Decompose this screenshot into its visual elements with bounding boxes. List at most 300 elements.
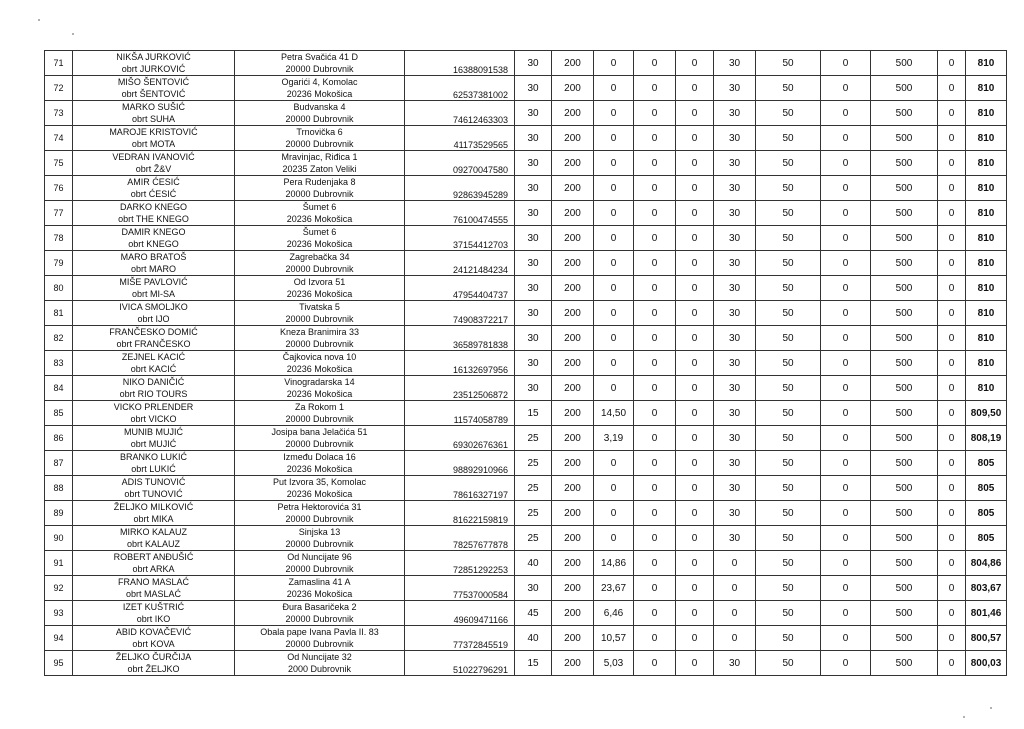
score-cell: 0 (938, 376, 966, 401)
address-cell (235, 151, 405, 176)
oib-cell: 69302676361 (405, 426, 515, 451)
table-row (45, 176, 1007, 201)
score-cell: 30 (714, 476, 756, 501)
address-city: 20000 Dubrovnik (285, 264, 354, 274)
score-cell: 0 (821, 201, 871, 226)
address-city: 20236 Mokošica (286, 239, 353, 249)
total-cell: 810 (966, 276, 1007, 301)
score-cell: 200 (552, 451, 594, 476)
score-cell: 0 (821, 301, 871, 326)
address-cell (235, 126, 405, 151)
score-cell: 0 (676, 626, 714, 651)
trade-name: obrt IKO (136, 614, 171, 624)
score-cell: 0 (594, 176, 634, 201)
score-cell: 200 (552, 626, 594, 651)
owner-cell (73, 626, 235, 651)
row-number: 85 (45, 401, 73, 426)
score-cell: 25 (515, 501, 552, 526)
score-cell: 0 (594, 151, 634, 176)
owner-cell (73, 601, 235, 626)
score-cell: 50 (756, 351, 821, 376)
score-cell: 0 (938, 576, 966, 601)
score-cell: 0 (821, 226, 871, 251)
owner-name: IVICA SMOLJKO (119, 302, 188, 312)
row-number: 92 (45, 576, 73, 601)
table-row (45, 351, 1007, 376)
address-cell (235, 101, 405, 126)
score-cell: 5,03 (594, 651, 634, 676)
owner-cell (73, 551, 235, 576)
owner-name: VICKO PRLENDER (113, 402, 194, 412)
score-cell: 0 (821, 76, 871, 101)
score-cell: 14,50 (594, 401, 634, 426)
address-city: 20000 Dubrovnik (285, 64, 354, 74)
address-street: Petra Hektorovića 31 (277, 502, 362, 512)
score-cell: 500 (871, 376, 938, 401)
register-table (44, 50, 1007, 676)
score-cell: 500 (871, 451, 938, 476)
score-cell: 0 (676, 326, 714, 351)
score-cell: 500 (871, 201, 938, 226)
address-city: 20000 Dubrovnik (285, 189, 354, 199)
owner-cell (73, 401, 235, 426)
score-cell: 50 (756, 426, 821, 451)
score-cell: 0 (594, 51, 634, 76)
score-cell: 0 (714, 576, 756, 601)
owner-cell (73, 276, 235, 301)
address-street: Put Izvora 35, Komolac (272, 477, 367, 487)
score-cell: 30 (515, 226, 552, 251)
score-cell: 0 (821, 376, 871, 401)
score-cell: 0 (634, 176, 676, 201)
row-number: 78 (45, 226, 73, 251)
score-cell: 200 (552, 601, 594, 626)
owner-name: NIKŠA JURKOVIĆ (116, 52, 191, 62)
score-cell: 50 (756, 551, 821, 576)
score-cell: 30 (714, 176, 756, 201)
owner-cell (73, 426, 235, 451)
score-cell: 200 (552, 226, 594, 251)
score-cell: 0 (821, 126, 871, 151)
score-cell: 0 (676, 501, 714, 526)
score-cell: 0 (821, 151, 871, 176)
trade-name: obrt KNEGO (128, 239, 179, 249)
score-cell: 6,46 (594, 601, 634, 626)
score-cell: 500 (871, 251, 938, 276)
score-cell: 0 (634, 251, 676, 276)
address-street: Šumet 6 (302, 202, 337, 212)
address-city: 20236 Mokošica (286, 364, 353, 374)
trade-name: obrt MOTA (131, 139, 176, 149)
score-cell: 0 (676, 376, 714, 401)
address-city: 20000 Dubrovnik (285, 339, 354, 349)
score-cell: 0 (634, 476, 676, 501)
table-row (45, 576, 1007, 601)
address-city: 20000 Dubrovnik (285, 614, 354, 624)
trade-name: obrt RIO TOURS (119, 389, 188, 399)
total-cell: 800,03 (966, 651, 1007, 676)
score-cell: 30 (515, 76, 552, 101)
score-cell: 0 (938, 426, 966, 451)
score-cell: 50 (756, 251, 821, 276)
total-cell: 805 (966, 476, 1007, 501)
address-cell (235, 51, 405, 76)
owner-name: IZET KUŠTRIĆ (122, 602, 185, 612)
total-cell: 804,86 (966, 551, 1007, 576)
score-cell: 0 (938, 301, 966, 326)
row-number: 82 (45, 326, 73, 351)
score-cell: 0 (676, 551, 714, 576)
score-cell: 0 (938, 101, 966, 126)
owner-cell (73, 176, 235, 201)
total-cell: 803,67 (966, 576, 1007, 601)
score-cell: 50 (756, 526, 821, 551)
score-cell: 0 (676, 101, 714, 126)
score-cell: 0 (714, 601, 756, 626)
score-cell: 0 (676, 651, 714, 676)
score-cell: 0 (938, 526, 966, 551)
trade-name: obrt JURKOVIĆ (121, 64, 186, 74)
scan-speck (72, 33, 74, 35)
score-cell: 0 (634, 276, 676, 301)
trade-name: obrt TUNOVIĆ (124, 489, 183, 499)
score-cell: 50 (756, 201, 821, 226)
score-cell: 200 (552, 76, 594, 101)
score-cell: 0 (821, 176, 871, 201)
score-cell: 200 (552, 501, 594, 526)
score-cell: 0 (634, 126, 676, 151)
score-cell: 0 (714, 626, 756, 651)
score-cell: 0 (634, 301, 676, 326)
score-cell: 200 (552, 276, 594, 301)
address-cell (235, 376, 405, 401)
owner-name: MIŠE PAVLOVIĆ (119, 277, 188, 287)
address-cell (235, 176, 405, 201)
oib-cell: 62537381002 (405, 76, 515, 101)
score-cell: 0 (938, 501, 966, 526)
score-cell: 200 (552, 376, 594, 401)
score-cell: 0 (594, 476, 634, 501)
owner-cell (73, 651, 235, 676)
owner-cell (73, 51, 235, 76)
score-cell: 30 (515, 176, 552, 201)
score-cell: 200 (552, 251, 594, 276)
owner-cell (73, 326, 235, 351)
score-cell: 0 (634, 76, 676, 101)
address-street: Josipa bana Jelačića 51 (271, 427, 368, 437)
score-cell: 50 (756, 76, 821, 101)
address-city: 20000 Dubrovnik (285, 639, 354, 649)
oib-cell: 47954404737 (405, 276, 515, 301)
owner-cell (73, 576, 235, 601)
oib-cell: 98892910966 (405, 451, 515, 476)
score-cell: 0 (938, 226, 966, 251)
owner-name: DAMIR KNEGO (121, 227, 186, 237)
score-cell: 200 (552, 351, 594, 376)
address-street: Trnovička 6 (296, 127, 343, 137)
score-cell: 0 (634, 526, 676, 551)
score-cell: 200 (552, 401, 594, 426)
row-number: 80 (45, 276, 73, 301)
address-city: 20000 Dubrovnik (285, 564, 354, 574)
score-cell: 30 (515, 576, 552, 601)
score-cell: 0 (634, 576, 676, 601)
score-cell: 0 (676, 451, 714, 476)
address-city: 20000 Dubrovnik (285, 314, 354, 324)
owner-cell (73, 476, 235, 501)
score-cell: 50 (756, 176, 821, 201)
score-cell: 0 (676, 526, 714, 551)
address-cell (235, 76, 405, 101)
table-row (45, 601, 1007, 626)
address-cell (235, 551, 405, 576)
score-cell: 0 (938, 451, 966, 476)
total-cell: 809,50 (966, 401, 1007, 426)
score-cell: 30 (515, 301, 552, 326)
score-cell: 0 (594, 126, 634, 151)
score-cell: 30 (515, 126, 552, 151)
row-number: 75 (45, 151, 73, 176)
score-cell: 30 (515, 276, 552, 301)
address-street: Mravinjac, Riđica 1 (281, 152, 358, 162)
owner-name: ROBERT ANĐUŠIĆ (113, 552, 194, 562)
score-cell: 0 (938, 351, 966, 376)
score-cell: 14,86 (594, 551, 634, 576)
table-row (45, 276, 1007, 301)
table-row (45, 51, 1007, 76)
address-city: 20000 Dubrovnik (285, 139, 354, 149)
total-cell: 810 (966, 76, 1007, 101)
table-row (45, 551, 1007, 576)
row-number: 95 (45, 651, 73, 676)
score-cell: 30 (714, 51, 756, 76)
score-cell: 200 (552, 426, 594, 451)
table-row (45, 126, 1007, 151)
score-cell: 0 (938, 251, 966, 276)
trade-name: obrt MI-SA (131, 289, 175, 299)
owner-name: MIŠO ŠENTOVIĆ (117, 77, 190, 87)
score-cell: 500 (871, 101, 938, 126)
score-cell: 500 (871, 501, 938, 526)
address-street: Kneza Branimira 33 (279, 327, 360, 337)
score-cell: 30 (714, 251, 756, 276)
score-cell: 200 (552, 651, 594, 676)
score-cell: 0 (634, 401, 676, 426)
owner-name: AMIR ĆESIĆ (127, 177, 180, 187)
oib-cell: 74908372217 (405, 301, 515, 326)
total-cell: 801,46 (966, 601, 1007, 626)
score-cell: 50 (756, 101, 821, 126)
total-cell: 810 (966, 151, 1007, 176)
address-cell (235, 201, 405, 226)
score-cell: 0 (594, 226, 634, 251)
trade-name: obrt MASLAĆ (125, 589, 182, 599)
oib-cell: 92863945289 (405, 176, 515, 201)
table-row (45, 226, 1007, 251)
score-cell: 0 (821, 576, 871, 601)
oib-cell: 37154412703 (405, 226, 515, 251)
score-cell: 0 (938, 176, 966, 201)
score-cell: 0 (938, 126, 966, 151)
score-cell: 0 (634, 226, 676, 251)
table-row (45, 376, 1007, 401)
score-cell: 0 (634, 101, 676, 126)
score-cell: 500 (871, 551, 938, 576)
score-cell: 0 (821, 476, 871, 501)
address-city: 20236 Mokošica (286, 289, 353, 299)
score-cell: 0 (821, 351, 871, 376)
address-cell (235, 476, 405, 501)
address-city: 20236 Mokošica (286, 389, 353, 399)
address-street: Od Nuncijate 96 (287, 552, 352, 562)
score-cell: 200 (552, 551, 594, 576)
score-cell: 0 (594, 301, 634, 326)
score-cell: 0 (938, 51, 966, 76)
owner-cell (73, 151, 235, 176)
score-cell: 30 (515, 51, 552, 76)
score-cell: 0 (938, 201, 966, 226)
table-row (45, 151, 1007, 176)
table-row (45, 451, 1007, 476)
score-cell: 0 (821, 501, 871, 526)
table-row (45, 501, 1007, 526)
row-number: 90 (45, 526, 73, 551)
score-cell: 500 (871, 326, 938, 351)
score-cell: 0 (634, 601, 676, 626)
score-cell: 0 (676, 476, 714, 501)
score-cell: 0 (938, 551, 966, 576)
owner-cell (73, 251, 235, 276)
score-cell: 0 (821, 551, 871, 576)
score-cell: 25 (515, 426, 552, 451)
table-row (45, 301, 1007, 326)
score-cell: 500 (871, 76, 938, 101)
trade-name: obrt ĆESIĆ (130, 189, 177, 199)
row-number: 87 (45, 451, 73, 476)
trade-name: obrt MARO (130, 264, 176, 274)
owner-name: ZEJNEL KACIĆ (121, 352, 186, 362)
score-cell: 50 (756, 326, 821, 351)
score-cell: 50 (756, 51, 821, 76)
score-cell: 500 (871, 276, 938, 301)
score-cell: 200 (552, 151, 594, 176)
score-cell: 500 (871, 526, 938, 551)
score-cell: 200 (552, 201, 594, 226)
row-number: 84 (45, 376, 73, 401)
address-street: Od Nuncijate 32 (287, 652, 352, 662)
score-cell: 0 (594, 76, 634, 101)
score-cell: 200 (552, 176, 594, 201)
oib-cell: 41173529565 (405, 126, 515, 151)
address-city: 20000 Dubrovnik (285, 439, 354, 449)
address-cell (235, 351, 405, 376)
score-cell: 0 (676, 576, 714, 601)
score-cell: 0 (594, 501, 634, 526)
score-cell: 30 (714, 426, 756, 451)
address-street: Petra Svačića 41 D (280, 52, 359, 62)
score-cell: 30 (714, 451, 756, 476)
score-cell: 15 (515, 651, 552, 676)
score-cell: 0 (676, 201, 714, 226)
address-cell (235, 226, 405, 251)
owner-name: MIRKO KALAUZ (119, 527, 187, 537)
row-number: 74 (45, 126, 73, 151)
score-cell: 50 (756, 476, 821, 501)
score-cell: 30 (515, 251, 552, 276)
address-street: Pera Rudenjaka 8 (283, 177, 356, 187)
score-cell: 500 (871, 576, 938, 601)
score-cell: 0 (821, 426, 871, 451)
address-cell (235, 651, 405, 676)
score-cell: 40 (515, 551, 552, 576)
score-cell: 50 (756, 151, 821, 176)
score-cell: 0 (594, 526, 634, 551)
oib-cell: 81622159819 (405, 501, 515, 526)
score-cell: 0 (634, 451, 676, 476)
address-street: Đura Basaričeka 2 (282, 602, 357, 612)
address-city: 20236 Mokošica (286, 214, 353, 224)
score-cell: 50 (756, 401, 821, 426)
scan-speck (38, 19, 40, 21)
owner-cell (73, 451, 235, 476)
address-city: 20236 Mokošica (286, 489, 353, 499)
row-number: 91 (45, 551, 73, 576)
address-city: 20235 Zaton Veliki (282, 164, 357, 174)
score-cell: 50 (756, 126, 821, 151)
row-number: 72 (45, 76, 73, 101)
oib-cell: 49609471166 (405, 601, 515, 626)
owner-name: DARKO KNEGO (119, 202, 187, 212)
row-number: 81 (45, 301, 73, 326)
address-street: Vinogradarska 14 (284, 377, 355, 387)
score-cell: 0 (676, 76, 714, 101)
score-cell: 0 (634, 151, 676, 176)
score-cell: 0 (594, 376, 634, 401)
score-cell: 3,19 (594, 426, 634, 451)
score-cell: 0 (594, 351, 634, 376)
score-cell: 0 (634, 201, 676, 226)
score-cell: 23,67 (594, 576, 634, 601)
scan-speck (963, 716, 965, 718)
score-cell: 0 (634, 51, 676, 76)
score-cell: 0 (676, 351, 714, 376)
trade-name: obrt MUJIĆ (130, 439, 177, 449)
owner-name: BRANKO LUKIĆ (119, 452, 188, 462)
trade-name: obrt IJO (137, 314, 170, 324)
score-cell: 0 (594, 451, 634, 476)
score-cell: 0 (821, 326, 871, 351)
address-cell (235, 326, 405, 351)
owner-cell (73, 526, 235, 551)
score-cell: 30 (714, 376, 756, 401)
score-cell: 0 (938, 476, 966, 501)
row-number: 88 (45, 476, 73, 501)
table-row (45, 201, 1007, 226)
score-cell: 0 (821, 251, 871, 276)
trade-name: obrt VICKO (130, 414, 177, 424)
score-cell: 0 (634, 626, 676, 651)
score-cell: 0 (594, 201, 634, 226)
score-cell: 200 (552, 326, 594, 351)
score-cell: 0 (634, 426, 676, 451)
oib-cell: 23512506872 (405, 376, 515, 401)
score-cell: 200 (552, 476, 594, 501)
address-cell (235, 576, 405, 601)
oib-cell: 36589781838 (405, 326, 515, 351)
total-cell: 805 (966, 526, 1007, 551)
owner-name: ADIS TUNOVIĆ (121, 477, 186, 487)
total-cell: 808,19 (966, 426, 1007, 451)
